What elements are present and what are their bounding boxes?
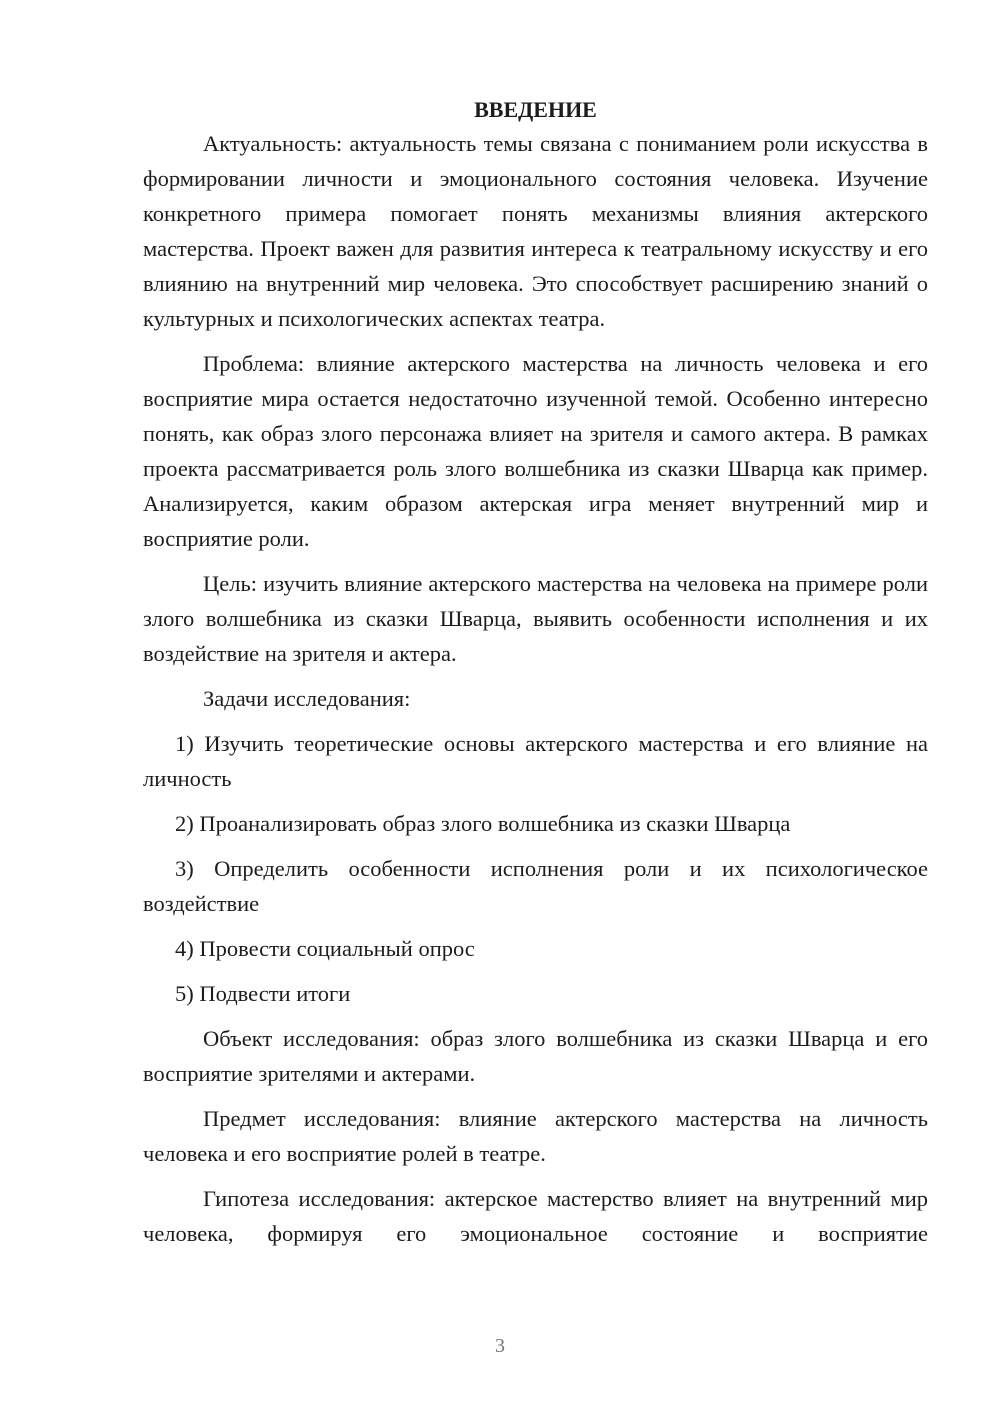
paragraph-goal: Цель: изучить влияние актерского мастерства на человека на примере роли злого волшебника из сказки Шварца, выявить особенности исполнения и их воздействие на зрителя и актера. — [143, 571, 928, 666]
task-item: 5) Подвести итоги — [175, 981, 351, 1006]
paragraph-subject: Предмет исследования: влияние актерского мастерства на личность человека и его восприятие ролей в театре. — [143, 1106, 928, 1166]
task-item: 3) Определить особенности исполнения роли и их психологическое воздействие — [143, 856, 928, 916]
task-item: 4) Провести социальный опрос — [175, 936, 475, 961]
paragraph-problem: Проблема: влияние актерского мастерства на личность человека и его восприятие мира остается недостаточно изученной темой. Особенно интересно понять, как образ злого персонажа влияет на зрителя и самого актера. В рамках проекта рассматривается роль злого волшебника из сказки Шварца как пример. Анализируется, каким образом актерская игра меняет внутренний мир и восприятие роли. — [143, 351, 928, 551]
paragraph-object: Объект исследования: образ злого волшебника из сказки Шварца и его восприятие зрителями и актерами. — [143, 1026, 928, 1086]
paragraph-hypothesis: Гипотеза исследования: актерское мастерство влияет на внутренний мир человека, формируя его эмоциональное состояние и восприятие — [143, 1186, 928, 1246]
page-content — [143, 96, 928, 1261]
tasks-heading: Задачи исследования: — [203, 686, 411, 711]
page-number: 3 — [495, 1335, 505, 1357]
task-item: 2) Проанализировать образ злого волшебника из сказки Шварца — [175, 811, 791, 836]
task-item: 1) Изучить теоретические основы актерского мастерства и его влияние на личность — [143, 731, 928, 791]
section-title: ВВЕДЕНИЕ — [474, 97, 597, 122]
paragraph-relevance: Актуальность: актуальность темы связана с пониманием роли искусства в формировании личности и эмоционального состояния человека. Изучение конкретного примера помогает понять механизмы влияния актерского мастерства. Проект важен для развития интереса к театральному искусству и его влиянию на внутренний мир человека. Это способствует расширению знаний о культурных и психологических аспектах театра. — [143, 131, 928, 331]
